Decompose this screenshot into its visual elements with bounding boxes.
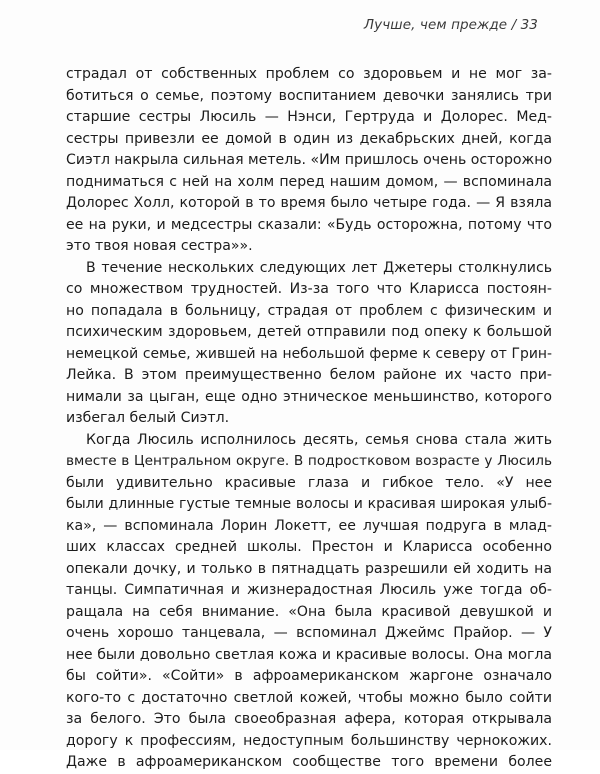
text-line: Лейка. В этом преимущественно белом районе их часто при- — [66, 367, 552, 383]
text-line: ботиться о семье, поэтому воспитанием девочки занялись три — [66, 87, 552, 104]
text-line: за белого. Это была своеобразная афера, которая открывала — [66, 711, 552, 727]
text-line: были длинные густые темные волосы и красивая широкая улыб- — [66, 496, 552, 512]
text-line: избегал белый Сиэтл. — [66, 410, 230, 426]
text-line: бы сойти». «Сойти» в афроамериканском жаргоне означало — [66, 668, 552, 684]
text-line: Долорес Холл, которой в то время было четыре года. — Я взяла — [66, 195, 552, 211]
text-line: ших классах средней школы. Престон и Кларисса особенно — [66, 539, 552, 555]
text-line: ращала на себя внимание. «Она была красивой девушкой и — [66, 603, 552, 620]
text-line: старшие сестры Люсиль — Нэнси, Гертруда и Долорес. Мед- — [66, 109, 552, 125]
running-head: Лучше, чем прежде / 33 — [363, 17, 538, 33]
paragraph — [66, 64, 552, 258]
text-line: но попадала в больницу, страдая от проблем с физическим и — [66, 302, 552, 319]
body-text — [66, 64, 552, 774]
paragraph — [66, 430, 552, 774]
text-line: были удивительно красивые глаза и гибкое тело. «У нее — [66, 474, 552, 491]
paragraph — [66, 258, 552, 430]
text-line: это твоя новая сестра»». — [66, 238, 253, 254]
text-line: страдал от собственных проблем со здоровьем и не мог за- — [66, 66, 552, 82]
text-line: Когда Люсиль исполнилось десять, семья снова стала жить — [86, 431, 552, 448]
text-line: ее на руки, и медсестры сказали: «Будь осторожна, потому что — [66, 216, 552, 233]
text-line: психическим здоровьем, детей отправили под опеку к большой — [66, 324, 552, 340]
text-line: вместе в Центральном округе. В подростковом возрасте у Люсиль — [66, 453, 552, 469]
text-line: немецкой семье, жившей на небольшой ферме к северу от Грин- — [66, 345, 552, 362]
text-line: очень хорошо танцевала, — вспоминал Джеймс Прайор. — У — [66, 625, 552, 641]
text-line: сестры привезли ее домой в один из декабрьских дней, когда — [66, 130, 552, 147]
text-line: танцы. Симпатичная и жизнерадостная Люсиль уже тогда об- — [66, 582, 552, 598]
text-line: Сиэтл накрыла сильная метель. «Им пришлось очень осторожно — [66, 152, 553, 168]
text-line: кого-то с достаточно светлой кожей, чтобы можно было сойти — [66, 689, 552, 706]
text-line: подниматься с ней на холм перед нашим домом, — вспоминала — [66, 173, 552, 190]
text-line: нее были довольно светлая кожа и красивые волосы. Она могла — [66, 646, 552, 663]
text-line: нимали за цыган, еще одно этническое меньшинство, которого — [66, 388, 552, 405]
text-line: Даже в афроамериканском сообществе того времени более — [66, 754, 552, 770]
text-line: со множеством трудностей. Из-за того что Кларисса постоян- — [66, 281, 552, 297]
text-line: ка», — вспоминала Лорин Локетт, ее лучшая подруга в млад- — [66, 517, 552, 534]
text-line: В течение нескольких следующих лет Джетеры столкнулись — [86, 259, 552, 276]
text-line: дорогу к профессиям, недоступным большинству чернокожих. — [66, 732, 552, 749]
text-line: опекали дочку, и только в пятнадцать разрешили ей ходить на — [66, 560, 552, 577]
